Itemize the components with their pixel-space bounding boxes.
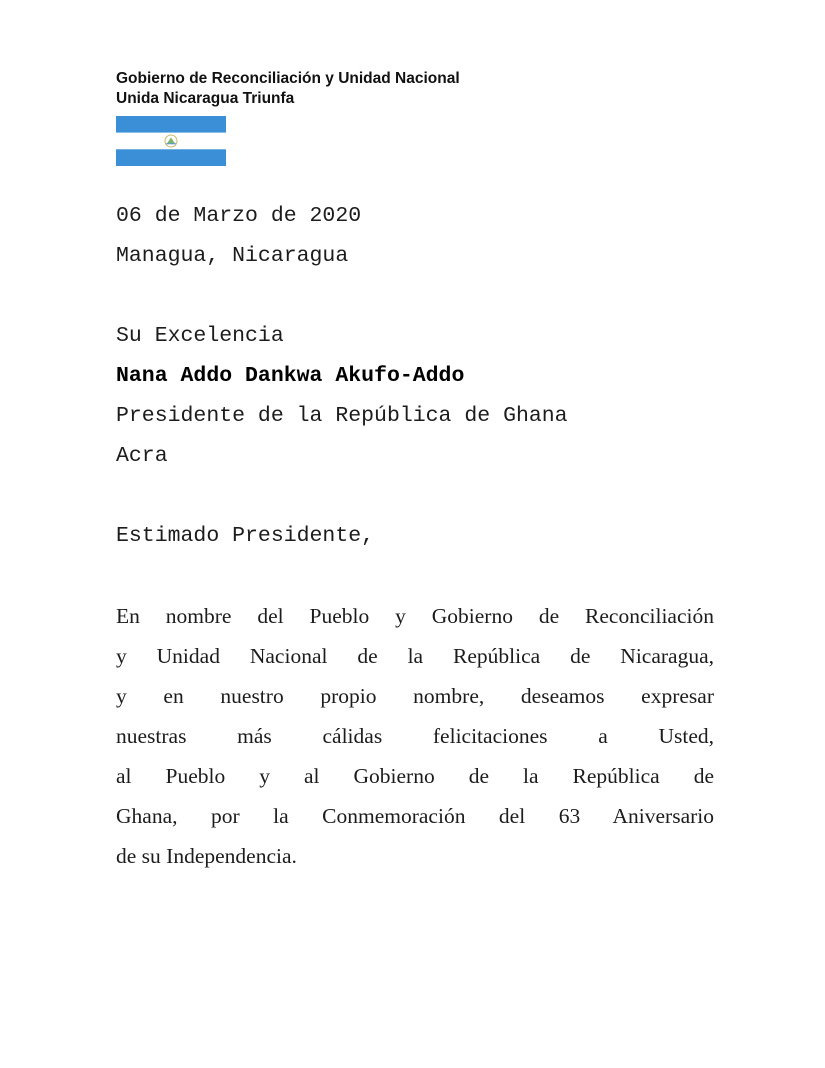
recipient-name: Nana Addo Dankwa Akufo-Addo [116, 364, 465, 388]
body-line: nuestras más cálidas felicitaciones a Usted, [116, 724, 714, 748]
letter-place: Managua, Nicaragua [116, 244, 349, 268]
body-line: y en nuestro propio nombre, deseamos expresar [116, 684, 714, 708]
letterhead-government-name: Gobierno de Reconciliación y Unidad Nacional [116, 70, 460, 87]
recipient-position: Presidente de la República de Ghana [116, 404, 568, 428]
recipient-city: Acra [116, 444, 168, 468]
greeting-block [116, 516, 374, 556]
date-block [116, 196, 361, 276]
letterhead [116, 69, 460, 109]
letterhead-slogan: Unida Nicaragua Triunfa [116, 90, 295, 107]
letter-greeting: Estimado Presidente, [116, 524, 375, 548]
letter-date: 06 de Marzo de 2020 [116, 204, 362, 228]
nicaragua-flag-icon [116, 116, 226, 166]
recipient-block [116, 316, 568, 476]
body-line: de su Independencia. [116, 844, 297, 868]
body-line: Ghana, por la Conmemoración del 63 Aniversario [116, 804, 714, 828]
recipient-title: Su Excelencia [116, 324, 284, 348]
body-line: En nombre del Pueblo y Gobierno de Reconciliación [116, 604, 714, 628]
body-line: y Unidad Nacional de la República de Nicaragua, [116, 644, 714, 668]
body-line: al Pueblo y al Gobierno de la República de [116, 764, 714, 788]
letter-body [116, 596, 714, 876]
